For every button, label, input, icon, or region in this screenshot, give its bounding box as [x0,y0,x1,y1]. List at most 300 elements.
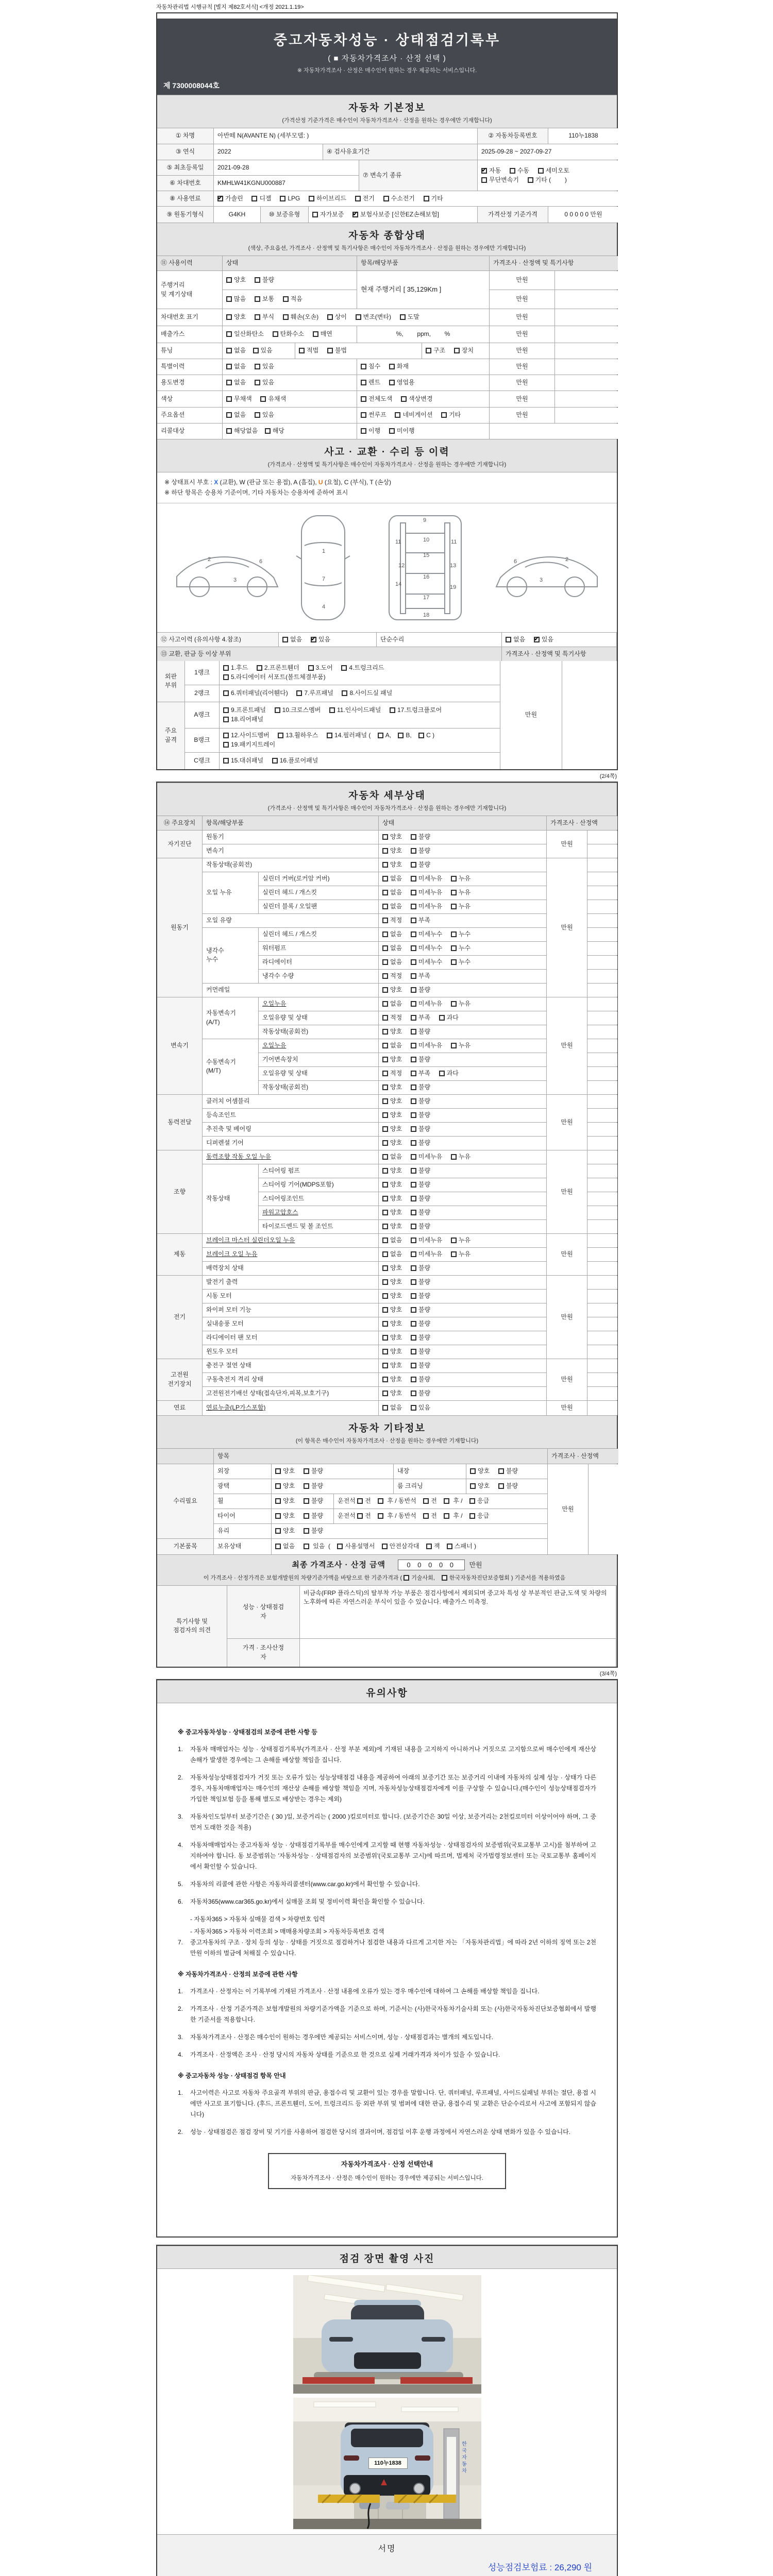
checkbox[interactable] [411,1154,416,1160]
checkbox[interactable] [411,1168,416,1174]
label: 미세누유 [418,889,446,896]
checkbox[interactable] [257,665,262,671]
checkbox[interactable] [382,1321,388,1327]
checkbox[interactable] [510,168,515,174]
checkbox[interactable] [382,931,388,937]
label: 스티어링 기어(MDPS포함) [262,1181,334,1189]
notice-subitem: - 자동차365 > 자동차 이력조회 > 매매용차량조회 > 자동차등록번호 검색 [190,1927,384,1935]
label: 불량 [418,861,431,869]
checkbox[interactable] [226,331,232,337]
checkbox[interactable] [223,707,229,713]
checkbox[interactable] [411,1126,416,1132]
checkbox[interactable] [451,1001,457,1007]
table-cell [214,1539,271,1554]
checkbox[interactable] [378,1498,383,1504]
checkbox[interactable] [411,862,416,868]
label: 와이퍼 모터 기능 [206,1306,251,1314]
label: 11.인사이드패널 [337,706,384,714]
checkbox[interactable] [382,834,388,840]
label: 고전원 [171,1371,189,1379]
checkbox[interactable] [355,196,361,201]
checkbox[interactable] [411,1279,416,1285]
table-cell [157,661,184,702]
checkbox[interactable] [361,364,366,369]
table-cell [357,375,489,391]
checkbox[interactable] [423,1513,429,1519]
checkbox[interactable] [255,277,260,283]
checkbox[interactable] [382,973,388,979]
label: 연료누출(LP가스포함) [206,1404,266,1412]
checkbox[interactable] [411,1029,416,1035]
checkbox[interactable] [217,196,223,201]
checkbox[interactable] [382,987,388,993]
table-cell [185,728,219,752]
checkbox[interactable] [265,428,271,434]
checkbox[interactable] [283,314,289,320]
label: 만원 [561,923,573,931]
label: 불량 [418,1028,431,1036]
label: 2021-09-28 [217,163,249,171]
table-cell [203,1039,258,1094]
label: 만원 [561,1404,573,1412]
checkbox[interactable] [411,1112,416,1118]
label: 자가보증 [320,210,348,218]
checkbox[interactable] [382,1251,388,1257]
checkbox[interactable] [382,1293,388,1299]
checkbox[interactable] [255,314,260,320]
svg-text:2: 2 [565,556,569,563]
checkbox[interactable] [382,1196,388,1201]
checkbox[interactable] [382,862,388,868]
checkbox[interactable] [275,1513,281,1519]
checkbox[interactable] [411,1001,416,1007]
checkbox[interactable] [275,707,280,713]
checkbox[interactable] [223,717,229,722]
checkbox[interactable] [411,848,416,854]
checkbox[interactable] [439,1071,445,1076]
table-cell [214,1524,271,1538]
checkbox[interactable] [411,1084,416,1090]
checkbox[interactable] [273,331,278,337]
checkbox[interactable] [382,1015,388,1021]
checkbox[interactable] [411,1098,416,1104]
checkbox[interactable] [278,733,283,738]
table-cell [587,1053,617,1066]
table-cell [587,1039,617,1053]
checkbox[interactable] [337,1544,343,1549]
checkbox[interactable] [382,1029,388,1035]
checkbox[interactable] [382,1168,388,1174]
table-cell [587,1303,617,1317]
checkbox[interactable] [296,690,302,696]
checkbox[interactable] [275,1468,281,1474]
checkbox[interactable] [226,412,232,418]
checkbox[interactable] [451,1154,457,1160]
checkbox[interactable] [470,1483,476,1489]
checkbox[interactable] [411,1293,416,1299]
checkbox[interactable] [411,904,416,909]
table-cell [587,1081,617,1094]
checkbox[interactable] [411,973,416,979]
svg-text:19: 19 [450,584,457,590]
checkbox[interactable] [382,1335,388,1341]
checkbox[interactable] [382,1182,388,1188]
checkbox[interactable] [411,959,416,965]
checkbox[interactable] [283,296,289,302]
checkbox[interactable] [304,1513,309,1519]
label: G4KH [228,210,246,218]
checkbox[interactable] [223,742,229,748]
notice-item [178,2032,596,2043]
notice-text: 성능 · 상태점검은 점검 장비 및 기기를 사용하여 점검한 당시의 결과이며, 점검일 이후 운행 과정에서 자연스러운 상태 변화가 있을 수 있습니다. [190,2128,571,2136]
checkbox[interactable] [411,1363,416,1368]
table-cell [203,1290,378,1303]
checkbox[interactable] [382,945,388,951]
table-cell [548,1449,618,1464]
checkbox[interactable] [382,1154,388,1160]
table-cell [587,1109,617,1122]
table-cell [272,1539,547,1554]
checkbox[interactable] [280,196,285,201]
checkbox[interactable] [382,1071,388,1076]
checkbox[interactable] [451,1238,457,1243]
label: 가솔린 [225,194,247,202]
checkbox[interactable] [226,314,232,320]
notice-number: 3. [178,1812,183,1820]
checkbox[interactable] [481,177,487,183]
label: 냉각수 [206,946,224,954]
label: 커먼레일 [206,986,230,994]
checkbox[interactable] [444,1498,449,1504]
checkbox[interactable] [275,1544,281,1549]
checkbox[interactable] [382,1349,388,1354]
checkbox[interactable] [411,1265,416,1271]
table-cell [587,1359,617,1372]
checkbox[interactable] [481,168,487,174]
checkbox[interactable] [223,665,229,671]
label: 6.쿼터패널(리어휀다) [231,689,292,697]
checkbox[interactable] [382,1363,388,1368]
checkbox[interactable] [469,1498,475,1504]
table-cell [587,831,617,844]
notices-body [157,1703,617,2236]
label: 만원 [516,395,528,402]
checkbox[interactable] [411,1349,416,1354]
table-cell [587,1276,617,1289]
checkbox[interactable] [382,1140,388,1146]
checkbox[interactable] [411,1224,416,1229]
checkbox[interactable] [426,1544,432,1549]
checkbox[interactable] [411,931,416,937]
table-cell [555,359,618,375]
table-cell [157,1150,202,1233]
checkbox[interactable] [390,707,395,713]
checkbox[interactable] [411,1196,416,1201]
table-cell [272,1494,333,1509]
checkbox[interactable] [223,733,229,738]
checkbox[interactable] [389,428,395,434]
checkbox[interactable] [411,890,416,895]
checkbox[interactable] [255,380,260,385]
checkbox[interactable] [382,1098,388,1104]
checkbox[interactable] [411,1210,416,1215]
checkbox[interactable] [451,959,457,965]
checkbox[interactable] [411,1377,416,1382]
table-cell [203,1095,378,1108]
checkbox[interactable] [411,945,416,951]
checkbox[interactable] [404,1575,409,1581]
label: 14.필러패널 ( [334,732,373,739]
checkbox[interactable] [454,348,460,353]
etc-info-table [157,1449,617,1554]
label: 3.도어 [315,664,337,672]
checkbox[interactable] [411,1335,416,1341]
checkbox[interactable] [411,1321,416,1327]
checkbox[interactable] [444,1513,449,1519]
label: 미세누유 [418,1250,446,1258]
table-cell [587,1234,617,1247]
license-plate: 110누1838 [368,2458,408,2469]
checkbox[interactable] [382,1001,388,1007]
checkbox[interactable] [255,296,260,302]
checkbox[interactable] [424,196,429,201]
checkbox[interactable] [411,1140,416,1146]
svg-text:4: 4 [322,603,326,610]
table-cell [547,1150,587,1233]
checkbox[interactable] [426,348,431,353]
checkbox[interactable] [226,348,232,353]
checkbox[interactable] [327,733,332,738]
checkbox[interactable] [342,690,347,696]
checkbox[interactable] [411,1071,416,1076]
label: 만원 [561,1250,573,1258]
checkbox[interactable] [361,396,366,402]
checkbox[interactable] [356,314,361,320]
checkbox[interactable] [275,1528,281,1534]
checkbox[interactable] [451,1251,457,1257]
checkbox[interactable] [311,637,316,642]
checkbox[interactable] [498,1468,504,1474]
checkbox[interactable] [411,1238,416,1243]
checkbox[interactable] [304,1483,309,1489]
checkbox[interactable] [451,904,457,909]
checkbox[interactable] [411,1043,416,1048]
label: 냉각수 수량 [262,972,294,980]
label: 불량 [418,1167,431,1175]
checkbox[interactable] [382,890,388,895]
checkbox[interactable] [226,380,232,385]
checkbox[interactable] [411,1391,416,1396]
table-cell [547,1276,587,1359]
checkbox[interactable] [411,876,416,882]
checkbox[interactable] [498,1483,504,1489]
checkbox[interactable] [329,707,335,713]
checkbox[interactable] [312,212,318,217]
checkbox[interactable] [251,196,257,201]
checkbox[interactable] [378,733,383,738]
checkbox[interactable] [411,918,416,923]
checkbox[interactable] [275,1483,281,1489]
checkbox[interactable] [327,314,333,320]
checkbox[interactable] [451,1043,457,1048]
checkbox[interactable] [378,1513,383,1519]
checkbox[interactable] [382,848,388,854]
checkbox[interactable] [226,296,232,302]
checkbox[interactable] [411,1182,416,1188]
car-diagram-icon [158,505,616,629]
lift-brand-label: 한국자동차 [460,2441,466,2475]
checkbox[interactable] [260,396,266,402]
checkbox[interactable] [226,428,232,434]
checkbox[interactable] [411,1405,416,1411]
checkbox[interactable] [382,1391,388,1396]
checkbox[interactable] [352,212,358,217]
checkbox[interactable] [382,1057,388,1062]
checkbox[interactable] [361,412,366,418]
checkbox[interactable] [382,1210,388,1215]
checkbox[interactable] [451,890,457,895]
label: 탄화수소 [280,330,308,338]
label: 양호 [234,313,249,321]
checkbox[interactable] [398,733,404,738]
label: 만원 [516,363,528,370]
checkbox[interactable] [538,168,544,174]
table-cell [203,1109,378,1122]
checkbox[interactable] [313,331,318,337]
label: ⑧ 사용연료 [170,194,201,202]
label: 자 [260,1612,266,1620]
label: 불량 [418,1389,431,1397]
checkbox[interactable] [255,412,260,418]
checkbox[interactable] [383,196,389,201]
checkbox[interactable] [304,1544,309,1549]
checkbox[interactable] [382,1238,388,1243]
checkbox[interactable] [401,396,407,402]
table-cell [379,1234,546,1247]
checkbox[interactable] [382,1084,388,1090]
checkbox[interactable] [223,758,229,764]
checkbox[interactable] [382,1377,388,1382]
checkbox[interactable] [382,1307,388,1313]
checkbox[interactable] [423,1498,429,1504]
checkbox[interactable] [361,380,366,385]
checkbox[interactable] [451,876,457,882]
checkbox[interactable] [304,1498,309,1504]
checkbox[interactable] [357,1513,363,1519]
checkbox[interactable] [534,637,540,642]
checkbox[interactable] [382,959,388,965]
checkbox[interactable] [382,876,388,882]
label: 적음 [290,295,303,303]
table-cell [203,1164,258,1233]
checkbox[interactable] [411,1015,416,1021]
checkbox[interactable] [308,665,314,671]
table-cell [589,1464,618,1554]
table-cell [214,176,359,191]
checkbox[interactable] [226,396,232,402]
form-reference-note: 자동차관리법 시행규칙 [별지 제82호서식] <개정 2021.1.19> [156,4,304,10]
table-cell [587,1220,617,1233]
label: 불량 [311,1512,324,1520]
checkbox[interactable] [382,1126,388,1132]
label: 불량 [418,1056,431,1063]
checkbox[interactable] [382,1043,388,1048]
checkbox[interactable] [447,1544,452,1549]
checkbox[interactable] [411,1057,416,1062]
checkbox[interactable] [275,1498,281,1504]
checkbox[interactable] [528,177,533,183]
checkbox[interactable] [282,637,288,642]
table-cell [214,144,323,160]
checkbox[interactable] [411,1307,416,1313]
checkbox[interactable] [226,277,232,283]
label: 전체도색 [368,395,396,402]
checkbox[interactable] [442,1575,447,1581]
checkbox[interactable] [327,348,333,353]
notice-item [178,1937,596,1959]
notice-number: 1. [178,1745,183,1753]
checkbox[interactable] [400,314,406,320]
checkbox[interactable] [357,1498,363,1504]
checkbox[interactable] [382,918,388,923]
checkbox[interactable] [382,1405,388,1411]
label: 누유 [458,875,471,883]
table-cell [223,343,295,359]
checkbox[interactable] [382,1279,388,1285]
label: ② 자동차등록번호 [488,132,537,140]
checkbox[interactable] [226,364,232,369]
checkbox[interactable] [255,364,260,369]
label: 없음 [390,1042,406,1049]
checkbox[interactable] [451,945,457,951]
checkbox[interactable] [361,428,366,434]
checkbox[interactable] [382,1544,388,1549]
checkbox[interactable] [441,412,447,418]
table-cell [379,928,546,941]
checkbox[interactable] [418,733,424,738]
checkbox[interactable] [469,1513,475,1519]
checkbox[interactable] [411,987,416,993]
checkbox[interactable] [411,834,416,840]
checkbox[interactable] [382,1224,388,1229]
checkbox[interactable] [304,1528,309,1534]
checkbox[interactable] [411,1251,416,1257]
checkbox[interactable] [382,1112,388,1118]
table-cell [379,886,546,900]
checkbox[interactable] [389,380,395,385]
checkbox[interactable] [439,1015,445,1021]
label: 이 가격조사 · 산정가격은 보험개발원의 차량기준가액을 바탕으로 한 기준가격과 ( [203,1574,404,1581]
checkbox[interactable] [223,690,229,696]
checkbox[interactable] [341,665,347,671]
checkbox[interactable] [304,1468,309,1474]
label: 부족 [418,1070,434,1077]
checkbox[interactable] [506,637,511,642]
checkbox[interactable] [299,348,305,353]
notice-item [178,2049,596,2060]
label: 화재 [396,363,409,370]
checkbox[interactable] [272,758,278,764]
checkbox[interactable] [253,348,259,353]
checkbox[interactable] [395,412,400,418]
checkbox[interactable] [470,1468,476,1474]
checkbox[interactable] [223,674,229,680]
checkbox[interactable] [451,931,457,937]
checkbox[interactable] [309,196,314,201]
checkbox[interactable] [389,364,395,369]
checkbox[interactable] [382,904,388,909]
checkbox[interactable] [382,1265,388,1271]
